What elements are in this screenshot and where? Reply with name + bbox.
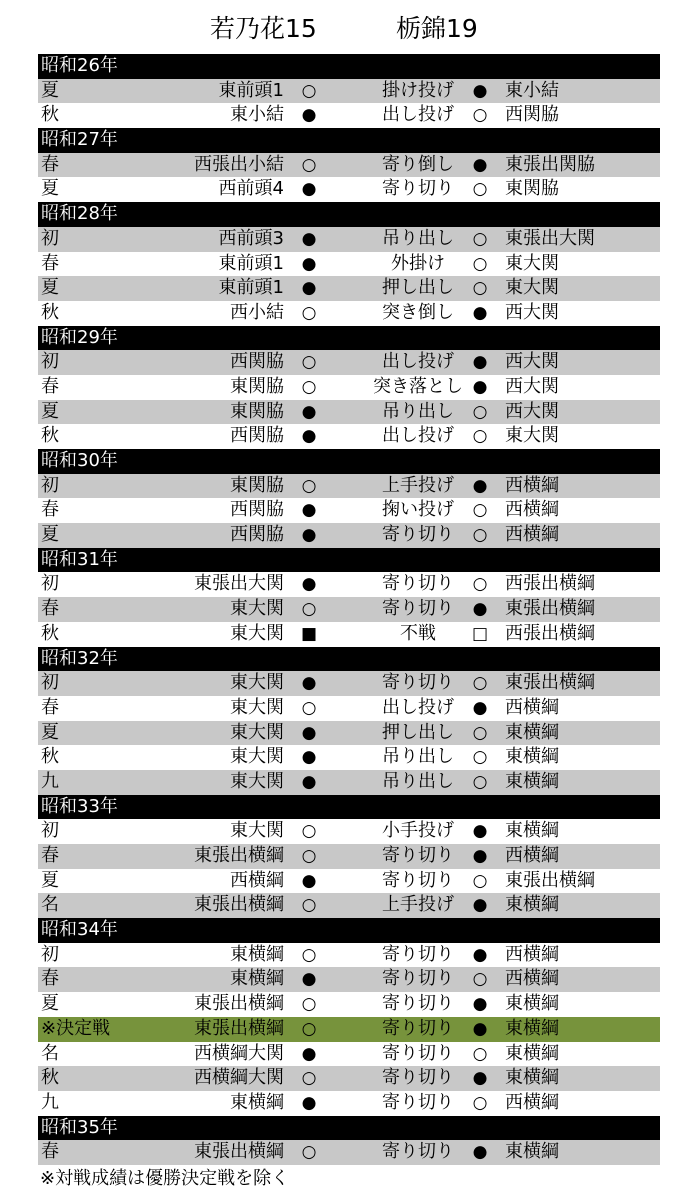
bout-row	[38, 572, 660, 597]
rikishi2-title: 栃錦19	[396, 14, 478, 43]
rank1-cell: 東前頭1	[218, 79, 284, 101]
basho-label: 秋	[41, 104, 59, 126]
rank2-cell: 東大関	[505, 425, 559, 447]
result2-mark: ○	[472, 179, 488, 200]
result1-mark: ○	[301, 599, 317, 620]
result1-mark: ●	[301, 870, 317, 891]
result1-mark: ●	[301, 401, 317, 422]
result1-mark: ■	[301, 623, 318, 644]
rank2-cell: 東張出関脇	[505, 153, 595, 175]
result2-mark: ●	[472, 352, 488, 373]
result1-mark: ●	[301, 525, 317, 546]
rank2-cell: 西横綱	[505, 943, 559, 965]
footnote: ※対戦成績は優勝決定戦を除く	[40, 1168, 290, 1189]
result1-mark: ●	[301, 500, 317, 521]
basho-label: 名	[41, 894, 59, 916]
rank1-cell: 西横綱大関	[194, 1042, 284, 1064]
kimarite-cell: 出し投げ	[382, 104, 454, 126]
header	[0, 0, 692, 54]
rank1-cell: 東大関	[230, 820, 284, 842]
basho-label: 春	[41, 1141, 59, 1163]
bout-row	[38, 474, 660, 499]
rikishi1-title: 若乃花15	[210, 14, 317, 43]
rank1-cell: 西張出小結	[194, 153, 284, 175]
rank2-cell: 東横綱	[505, 1042, 559, 1064]
year-header: 昭和29年	[38, 326, 660, 351]
result2-mark: ○	[472, 969, 488, 990]
result2-mark: ○	[472, 278, 488, 299]
result2-mark: ○	[472, 722, 488, 743]
kimarite-cell: 上手投げ	[382, 894, 454, 916]
basho-label: 初	[41, 351, 59, 373]
rank1-cell: 東横綱	[230, 968, 284, 990]
rank2-cell: 東横綱	[505, 993, 559, 1015]
result1-mark: ●	[301, 253, 317, 274]
year-header: 昭和33年	[38, 795, 660, 820]
basho-label: 秋	[41, 425, 59, 447]
result1-mark: ●	[301, 747, 317, 768]
bout-row	[38, 770, 660, 795]
result2-mark: ○	[472, 870, 488, 891]
rank2-cell: 西張出横綱	[505, 622, 595, 644]
rank2-cell: 東横綱	[505, 894, 559, 916]
result1-mark: ●	[301, 969, 317, 990]
bout-row	[38, 1066, 660, 1091]
kimarite-cell: 突き倒し	[382, 301, 454, 323]
rank2-cell: 西大関	[505, 375, 559, 397]
bout-row	[38, 276, 660, 301]
kimarite-cell: 吊り出し	[382, 746, 454, 768]
basho-label: 夏	[41, 79, 59, 101]
result1-mark: ●	[301, 278, 317, 299]
basho-label: 夏	[41, 524, 59, 546]
result2-mark: ●	[472, 944, 488, 965]
bout-row	[38, 696, 660, 721]
rank1-cell: 東大関	[230, 721, 284, 743]
rank1-cell: 西関脇	[230, 499, 284, 521]
rank2-cell: 西横綱	[505, 499, 559, 521]
bout-row	[38, 992, 660, 1017]
basho-label: 夏	[41, 400, 59, 422]
bout-row	[38, 819, 660, 844]
kimarite-cell: 寄り切り	[382, 1067, 454, 1089]
rank2-cell: 東大関	[505, 277, 559, 299]
bout-row	[38, 424, 660, 449]
rank2-cell: 東張出大関	[505, 227, 595, 249]
rank1-cell: 西関脇	[230, 524, 284, 546]
result2-mark: ○	[472, 426, 488, 447]
bout-row	[38, 1140, 660, 1165]
result2-mark: ●	[472, 80, 488, 101]
rank2-cell: 西横綱	[505, 1091, 559, 1113]
result2-mark: ●	[472, 994, 488, 1015]
bout-row	[38, 1091, 660, 1116]
basho-label: 春	[41, 845, 59, 866]
bout-row	[38, 1042, 660, 1067]
result1-mark: ●	[301, 574, 317, 595]
rank1-cell: 西横綱	[230, 869, 284, 891]
rank2-cell: 東横綱	[505, 770, 559, 792]
kimarite-cell: 寄り切り	[382, 968, 454, 990]
kimarite-cell: 寄り倒し	[382, 153, 454, 175]
result1-mark: ●	[301, 426, 317, 447]
basho-label: 初	[41, 943, 59, 965]
rank2-cell: 東横綱	[505, 721, 559, 743]
result2-mark: ●	[472, 376, 488, 397]
result1-mark: ○	[301, 895, 317, 916]
kimarite-cell: 掬い投げ	[382, 499, 454, 521]
bout-row	[38, 350, 660, 375]
rank2-cell: 西大関	[505, 301, 559, 323]
rank1-cell: 西関脇	[230, 425, 284, 447]
result1-mark: ●	[301, 179, 317, 200]
bout-row	[38, 400, 660, 425]
rank1-cell: 東前頭1	[218, 252, 284, 274]
rank2-cell: 西大関	[505, 351, 559, 373]
kimarite-cell: 寄り切り	[382, 1017, 454, 1039]
rank1-cell: 東小結	[230, 104, 284, 126]
rank1-cell: 東大関	[230, 696, 284, 718]
bout-row	[38, 252, 660, 277]
result2-mark: ●	[472, 1068, 488, 1089]
rank1-cell: 東関脇	[230, 474, 284, 496]
basho-label: 名	[41, 1042, 59, 1064]
result2-mark: ●	[472, 154, 488, 175]
kimarite-cell: 外掛け	[391, 252, 445, 274]
kimarite-cell: 寄り切り	[382, 845, 454, 866]
year-header: 昭和35年	[38, 1116, 660, 1141]
result2-mark: □	[472, 623, 489, 644]
kimarite-cell: 寄り切り	[382, 573, 454, 595]
year-header: 昭和30年	[38, 449, 660, 474]
basho-label: 秋	[41, 746, 59, 768]
rank1-cell: 東前頭1	[218, 277, 284, 299]
kimarite-cell: 掛け投げ	[382, 79, 454, 101]
result1-mark: ○	[301, 475, 317, 496]
basho-label: 秋	[41, 622, 59, 644]
bout-row	[38, 227, 660, 252]
basho-label: 夏	[41, 277, 59, 299]
result2-mark: ○	[472, 1092, 488, 1113]
rank1-cell: 東張出横綱	[194, 993, 284, 1015]
result1-mark: ○	[301, 944, 317, 965]
result2-mark: ○	[472, 525, 488, 546]
result2-mark: ●	[472, 821, 488, 842]
rank2-cell: 東張出横綱	[505, 869, 595, 891]
result2-mark: ○	[472, 228, 488, 249]
bout-row	[38, 622, 660, 647]
year-header: 昭和32年	[38, 647, 660, 672]
rank2-cell: 東張出横綱	[505, 598, 595, 620]
basho-label: 初	[41, 227, 59, 249]
rank1-cell: 東大関	[230, 746, 284, 768]
rank2-cell: 西横綱	[505, 474, 559, 496]
result1-mark: ●	[301, 722, 317, 743]
basho-label: 初	[41, 573, 59, 595]
kimarite-cell: 不戦	[400, 622, 436, 644]
result1-mark: ●	[301, 1043, 317, 1064]
bout-row	[38, 79, 660, 104]
result1-mark: ○	[301, 697, 317, 718]
result1-mark: ○	[301, 846, 317, 866]
year-header: 昭和28年	[38, 202, 660, 227]
result1-mark: ●	[301, 1092, 317, 1113]
rank1-cell: 西横綱大関	[194, 1067, 284, 1089]
kimarite-cell: 寄り切り	[382, 993, 454, 1015]
result1-mark: ○	[301, 1142, 317, 1163]
kimarite-cell: 押し出し	[382, 277, 454, 299]
rank2-cell: 東小結	[505, 79, 559, 101]
result2-mark: ○	[472, 1043, 488, 1064]
basho-label: 初	[41, 672, 59, 694]
rank1-cell: 東大関	[230, 770, 284, 792]
result1-mark: ○	[301, 376, 317, 397]
rank1-cell: 東大関	[230, 622, 284, 644]
rank1-cell: 東張出横綱	[194, 1017, 284, 1039]
year-header: 昭和26年	[38, 54, 660, 79]
kimarite-cell: 寄り切り	[382, 869, 454, 891]
result2-mark: ●	[472, 599, 488, 620]
kimarite-cell: 吊り出し	[382, 400, 454, 422]
rank2-cell: 西横綱	[505, 696, 559, 718]
kimarite-cell: 出し投げ	[382, 351, 454, 373]
rank1-cell: 西小結	[230, 301, 284, 323]
bout-row	[38, 153, 660, 178]
rank1-cell: 東関脇	[230, 400, 284, 422]
result2-mark: ○	[472, 105, 488, 126]
rank2-cell: 西横綱	[505, 524, 559, 546]
bout-row	[38, 869, 660, 894]
result2-mark: ●	[472, 302, 488, 323]
rank2-cell: 東横綱	[505, 1141, 559, 1163]
kimarite-cell: 寄り切り	[382, 943, 454, 965]
year-header: 昭和31年	[38, 548, 660, 573]
bout-row	[38, 498, 660, 523]
kimarite-cell: 寄り切り	[382, 1141, 454, 1163]
basho-label: 夏	[41, 993, 59, 1015]
basho-label: 春	[41, 153, 59, 175]
rank2-cell: 西大関	[505, 400, 559, 422]
basho-label: 夏	[41, 721, 59, 743]
basho-label: 夏	[41, 178, 59, 200]
playoff-row	[38, 1017, 660, 1042]
bout-row	[38, 745, 660, 770]
bout-row	[38, 375, 660, 400]
result2-mark: ○	[472, 574, 488, 595]
result2-mark: ○	[472, 500, 488, 521]
rank1-cell: 東張出横綱	[194, 894, 284, 916]
rank1-cell: 東張出横綱	[194, 845, 284, 866]
kimarite-cell: 寄り切り	[382, 598, 454, 620]
result2-mark: ●	[472, 1018, 488, 1039]
result1-mark: ○	[301, 994, 317, 1015]
bout-row	[38, 967, 660, 992]
rank2-cell: 西張出横綱	[505, 573, 595, 595]
bout-row	[38, 893, 660, 918]
bout-row	[38, 943, 660, 968]
rank2-cell: 東横綱	[505, 820, 559, 842]
kimarite-cell: 出し投げ	[382, 696, 454, 718]
result1-mark: ●	[301, 228, 317, 249]
bout-table	[38, 54, 660, 1165]
kimarite-cell: 寄り切り	[382, 178, 454, 200]
basho-label: 春	[41, 375, 59, 397]
kimarite-cell: 吊り出し	[382, 770, 454, 792]
result2-mark: ○	[472, 771, 488, 792]
kimarite-cell: 突き落とし	[373, 375, 463, 397]
basho-label: 秋	[41, 1067, 59, 1089]
kimarite-cell: 寄り切り	[382, 1042, 454, 1064]
basho-label: ※決定戦	[41, 1017, 111, 1039]
year-header: 昭和27年	[38, 128, 660, 153]
result1-mark: ○	[301, 80, 317, 101]
basho-label: 春	[41, 499, 59, 521]
result2-mark: ○	[472, 253, 488, 274]
basho-label: 春	[41, 696, 59, 718]
basho-label: 秋	[41, 301, 59, 323]
year-header: 昭和34年	[38, 918, 660, 943]
result1-mark: ○	[301, 352, 317, 373]
rank1-cell: 東関脇	[230, 375, 284, 397]
rank1-cell: 東張出大関	[194, 573, 284, 595]
rank2-cell: 東関脇	[505, 178, 559, 200]
result2-mark: ●	[472, 1142, 488, 1163]
result2-mark: ○	[472, 747, 488, 768]
basho-label: 九	[41, 770, 59, 792]
bout-row	[38, 671, 660, 696]
basho-label: 九	[41, 1091, 59, 1113]
bout-row	[38, 844, 660, 869]
rank2-cell: 西関脇	[505, 104, 559, 126]
result1-mark: ●	[301, 105, 317, 126]
kimarite-cell: 寄り切り	[382, 524, 454, 546]
result1-mark: ○	[301, 1068, 317, 1089]
result2-mark: ●	[472, 846, 488, 866]
rank2-cell: 東横綱	[505, 1017, 559, 1039]
bout-row	[38, 721, 660, 746]
basho-label: 夏	[41, 869, 59, 891]
result2-mark: ○	[472, 401, 488, 422]
result1-mark: ○	[301, 821, 317, 842]
rank1-cell: 東横綱	[230, 943, 284, 965]
result1-mark: ○	[301, 1018, 317, 1039]
bout-row	[38, 597, 660, 622]
basho-label: 初	[41, 820, 59, 842]
rank2-cell: 東張出横綱	[505, 672, 595, 694]
result2-mark: ●	[472, 697, 488, 718]
bout-row	[38, 523, 660, 548]
bout-row	[38, 177, 660, 202]
rank1-cell: 西前頭4	[218, 178, 284, 200]
rank2-cell: 東横綱	[505, 1067, 559, 1089]
kimarite-cell: 小手投げ	[382, 820, 454, 842]
rank2-cell: 西横綱	[505, 968, 559, 990]
basho-label: 春	[41, 252, 59, 274]
kimarite-cell: 出し投げ	[382, 425, 454, 447]
rank2-cell: 西横綱	[505, 845, 559, 866]
rank1-cell: 東張出横綱	[194, 1141, 284, 1163]
result2-mark: ●	[472, 475, 488, 496]
rank1-cell: 西前頭3	[218, 227, 284, 249]
kimarite-cell: 寄り切り	[382, 1091, 454, 1113]
bout-row	[38, 103, 660, 128]
basho-label: 春	[41, 968, 59, 990]
rank1-cell: 東大関	[230, 672, 284, 694]
rank1-cell: 東大関	[230, 598, 284, 620]
result1-mark: ●	[301, 771, 317, 792]
result2-mark: ●	[472, 895, 488, 916]
rank2-cell: 東横綱	[505, 746, 559, 768]
kimarite-cell: 上手投げ	[382, 474, 454, 496]
result2-mark: ○	[472, 673, 488, 694]
bout-row	[38, 301, 660, 326]
rank1-cell: 東横綱	[230, 1091, 284, 1113]
result1-mark: ●	[301, 673, 317, 694]
kimarite-cell: 押し出し	[382, 721, 454, 743]
basho-label: 春	[41, 598, 59, 620]
result1-mark: ○	[301, 154, 317, 175]
result1-mark: ○	[301, 302, 317, 323]
kimarite-cell: 寄り切り	[382, 672, 454, 694]
basho-label: 初	[41, 474, 59, 496]
rank1-cell: 西関脇	[230, 351, 284, 373]
rank2-cell: 東大関	[505, 252, 559, 274]
kimarite-cell: 吊り出し	[382, 227, 454, 249]
